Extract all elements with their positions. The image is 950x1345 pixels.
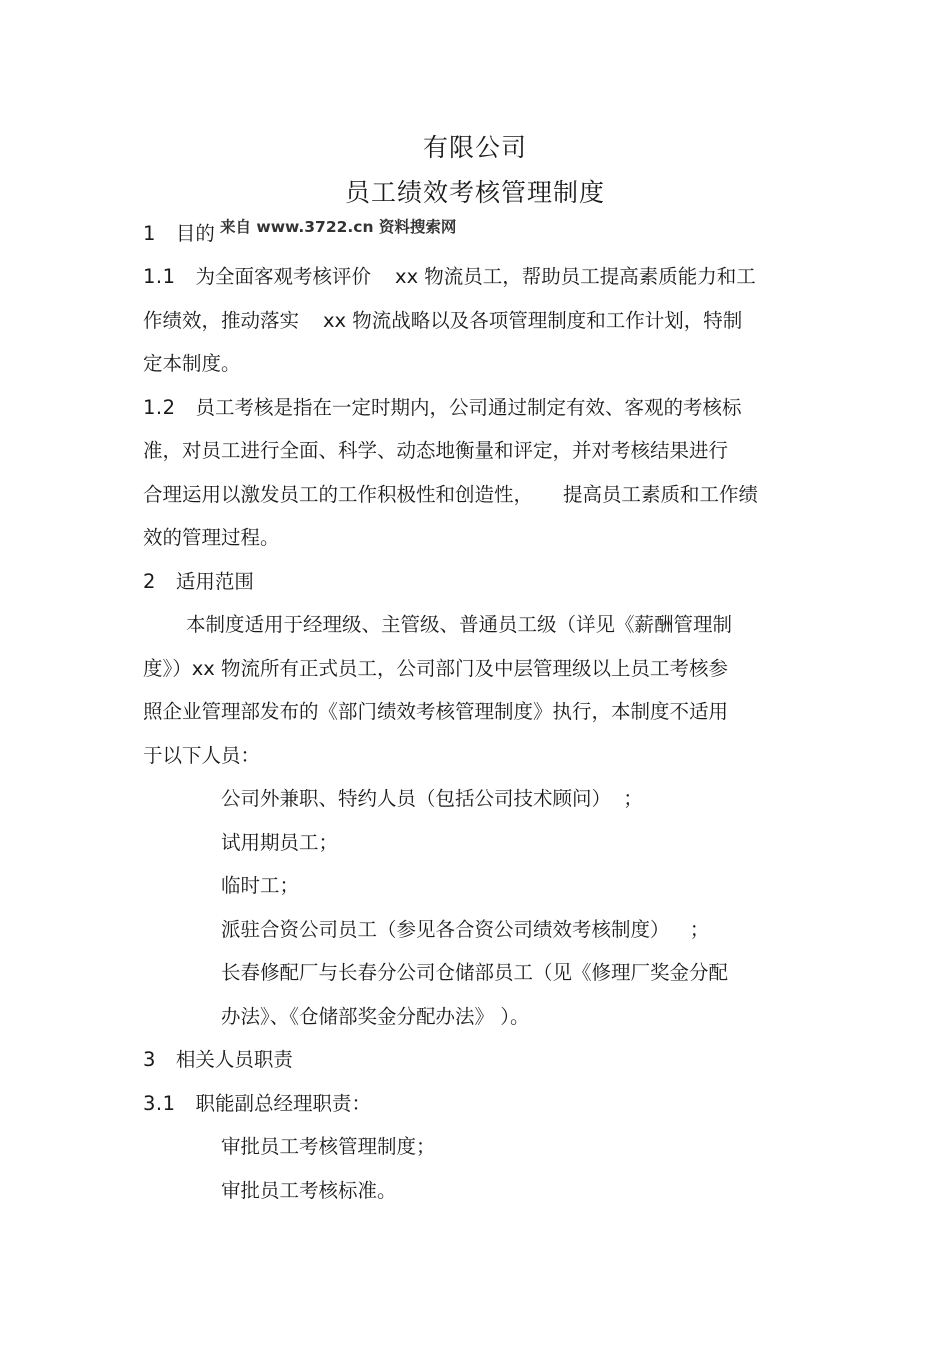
duty-item-2: 审批员工考核标准。 <box>221 1179 397 1202</box>
section-title: 目的 <box>175 222 215 245</box>
paragraph-1-2-line-1 <box>143 396 742 420</box>
document-title: 员工绩效考核管理制度 <box>344 178 605 207</box>
watermark-text: 来自 www.3722.cn 资料搜索网 <box>220 218 457 236</box>
section-3-heading <box>143 1048 293 1072</box>
exclusion-item-2: 试用期员工； <box>221 831 339 854</box>
exclusion-item-5-line-1: 长春修配厂与长春分公司仓储部员工（见《修理厂奖金分配 <box>221 961 729 984</box>
paragraph-number: 1.1 <box>143 265 176 288</box>
exclusion-item-1 <box>221 787 643 811</box>
text-segment: xx 物流战略以及各项管理制度和工作计划，特制 <box>323 309 743 332</box>
section-number: 3 <box>143 1048 156 1071</box>
paragraph-1-1-line-3: 定本制度。 <box>143 352 241 375</box>
paragraph-number: 1.2 <box>143 396 176 419</box>
text-segment: ； <box>623 787 643 810</box>
section-number: 2 <box>143 570 156 593</box>
paragraph-number: 3.1 <box>143 1092 176 1115</box>
text-segment: 员工考核是指在一定时期内，公司通过制定有效、客观的考核标 <box>195 396 742 419</box>
text-segment: 作绩效，推动落实 <box>143 309 300 332</box>
exclusion-item-4 <box>221 918 709 942</box>
text-segment: 公司外兼职、特约人员（包括公司技术顾问） <box>221 787 602 810</box>
text-segment: ； <box>689 918 710 941</box>
duty-item-1: 审批员工考核管理制度； <box>221 1135 436 1158</box>
text-segment: 合理运用以激发员工的工作积极性和创造性， <box>143 483 534 506</box>
exclusion-item-5-line-2: 办法》、《仓储部奖金分配办法》 ）。 <box>221 1005 530 1028</box>
paragraph-2-line-4: 于以下人员： <box>143 744 261 767</box>
text-segment: 职能副总经理职责： <box>195 1092 372 1115</box>
section-title: 相关人员职责 <box>175 1048 293 1071</box>
paragraph-1-1-line-2 <box>143 309 742 333</box>
text-segment: 提高员工素质和工作绩 <box>563 483 759 506</box>
paragraph-3-1-heading <box>143 1092 371 1116</box>
text-segment: 为全面客观考核评价 <box>195 265 372 288</box>
section-title: 适用范围 <box>175 570 254 593</box>
paragraph-1-1-line-1 <box>143 265 756 289</box>
paragraph-1-2-line-2: 准，对员工进行全面、科学、动态地衡量和评定，并对考核结果进行 <box>143 439 729 462</box>
section-2-heading <box>143 570 254 594</box>
text-segment: xx 物流员工，帮助员工提高素质能力和工 <box>395 265 756 288</box>
exclusion-item-3: 临时工； <box>221 874 300 897</box>
paragraph-2-line-2: 度》）xx 物流所有正式员工，公司部门及中层管理级以上员工考核参 <box>143 657 729 680</box>
section-number: 1 <box>143 222 156 245</box>
paragraph-1-2-line-3 <box>143 483 758 507</box>
paragraph-2-line-3: 照企业管理部发布的《部门绩效考核管理制度》执行，本制度不适用 <box>143 700 729 723</box>
paragraph-2-line-1: 本制度适用于经理级、主管级、普通员工级（详见《薪酬管理制 <box>186 613 733 636</box>
company-title: 有限公司 <box>422 133 527 162</box>
text-segment: 派驻合资公司员工（参见各合资公司绩效考核制度） <box>221 918 660 941</box>
paragraph-1-2-line-4: 效的管理过程。 <box>143 526 280 549</box>
section-1-heading <box>143 222 215 246</box>
